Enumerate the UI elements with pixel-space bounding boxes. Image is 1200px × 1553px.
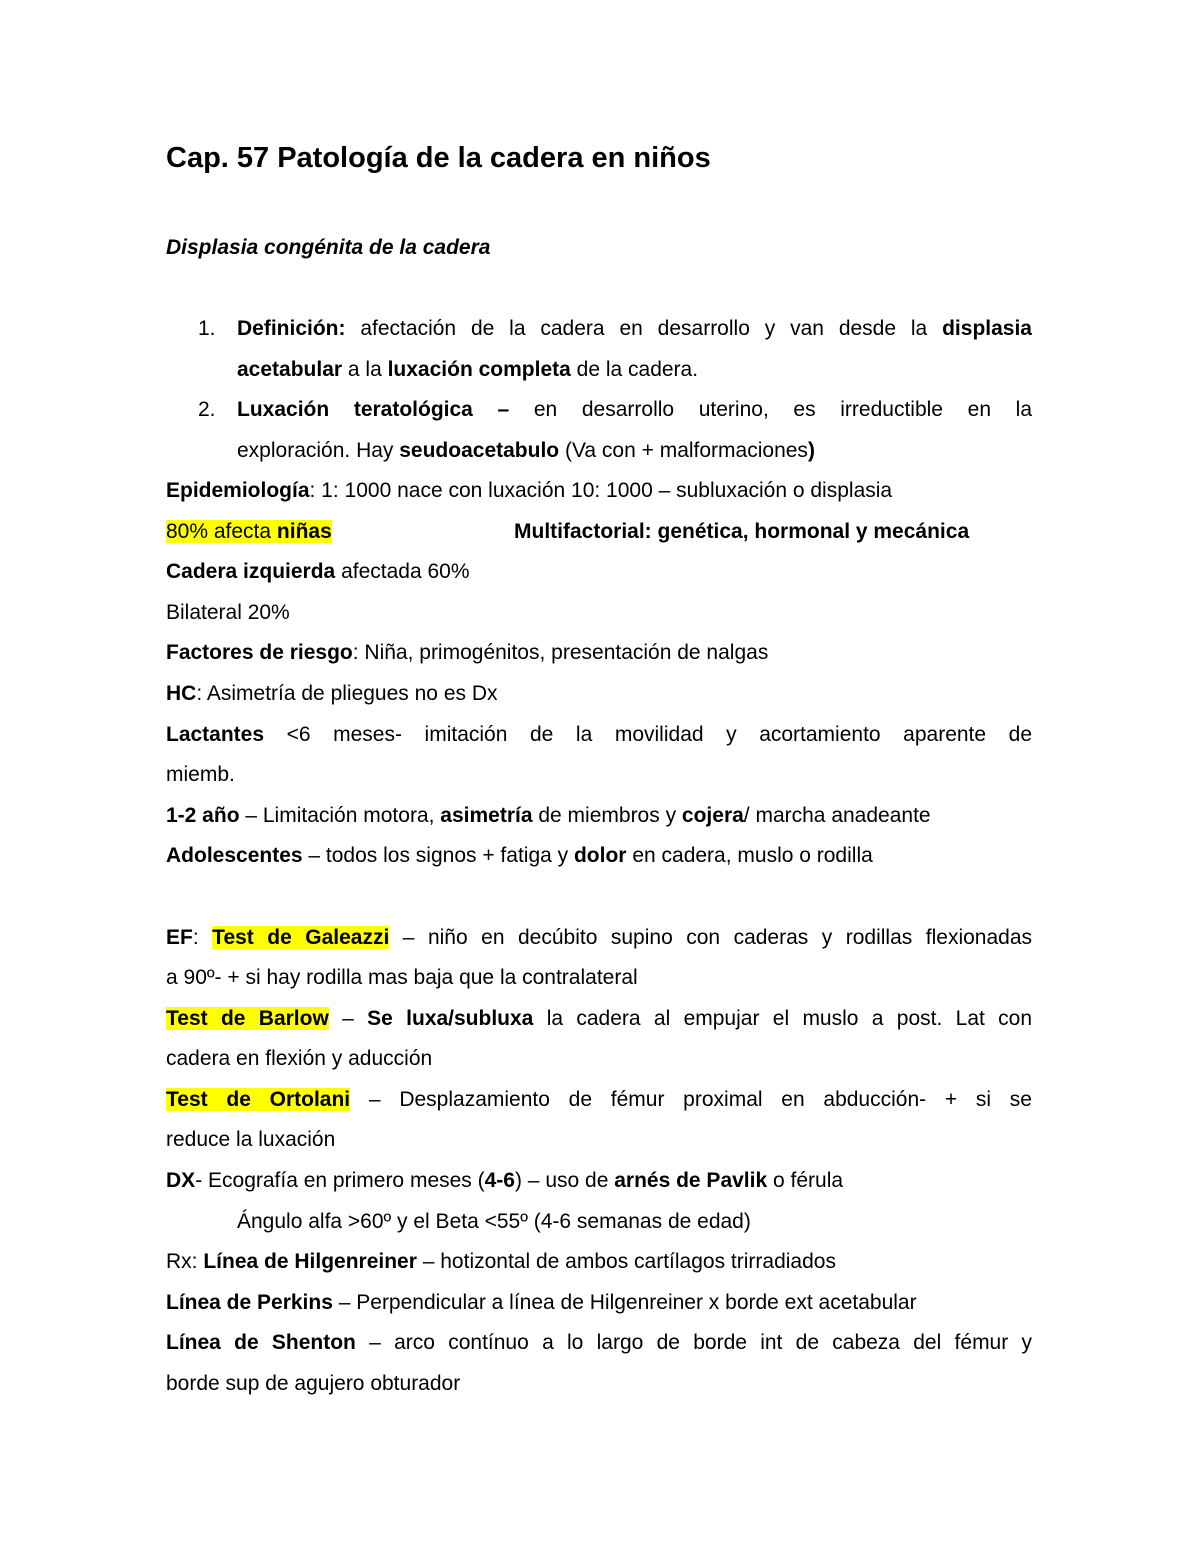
perkins-line: Línea de Perkins – Perpendicular a línea de Hilgenreiner x borde ext acetabular <box>166 1291 917 1314</box>
epidemiologia-line: Epidemiología: 1: 1000 nace con luxación 10: 1000 – subluxación o displasia <box>166 479 893 502</box>
ano-line: 1-2 año – Limitación motora, asimetría de miembros y cojera/ marcha anadeante <box>166 804 931 827</box>
lactantes-line-1: Lactantes <6 meses- imitación de la movilidad y acortamiento aparente de <box>166 723 1032 746</box>
ninas-line <box>166 519 1032 545</box>
ortolani-line-1: Test de Ortolani – Desplazamiento de fémur proximal en abducción- + si se <box>166 1088 1032 1111</box>
shenton-line-1: Línea de Shenton – arco contínuo a lo largo de borde int de cabeza del fémur y <box>166 1331 1032 1354</box>
shenton-line-2: borde sup de agujero obturador <box>166 1372 461 1395</box>
list-item-2-line-1: Luxación teratológica – en desarrollo uterino, es irreductible en la <box>237 398 1032 421</box>
list-number-1: 1. <box>198 317 216 340</box>
highlight-barlow: Test de Barlow <box>166 1007 329 1030</box>
factores-riesgo-line: Factores de riesgo: Niña, primogénitos, presentación de nalgas <box>166 641 769 664</box>
highlight-galeazzi: Test de Galeazzi <box>212 926 390 949</box>
angulo-line: Ángulo alfa >60º y el Beta <55º (4-6 semanas de edad) <box>237 1210 751 1233</box>
section-subtitle: Displasia congénita de la cadera <box>166 236 491 259</box>
highlight-ninas: 80% afecta niñas <box>166 520 332 543</box>
ortolani-line-2: reduce la luxación <box>166 1128 336 1151</box>
list-item-1-line-1: Definición: afectación de la cadera en desarrollo y van desde la displasia <box>237 317 1032 340</box>
cadera-izquierda-line: Cadera izquierda afectada 60% <box>166 560 470 583</box>
bilateral-line: Bilateral 20% <box>166 601 290 624</box>
ef-line-2: a 90º- + si hay rodilla mas baja que la contralateral <box>166 966 638 989</box>
barlow-line-1: Test de Barlow – Se luxa/subluxa la cadera al empujar el muslo a post. Lat con <box>166 1007 1033 1030</box>
rx-line: Rx: Línea de Hilgenreiner – hotizontal de ambos cartílagos trirradiados <box>166 1250 836 1273</box>
highlight-ortolani: Test de Ortolani <box>166 1088 351 1111</box>
list-item-1-line-2: acetabular a la luxación completa de la cadera. <box>237 358 699 381</box>
list-number-2: 2. <box>198 398 216 421</box>
adolescentes-line: Adolescentes – todos los signos + fatiga y dolor en cadera, muslo o rodilla <box>166 844 873 867</box>
list-item-2-line-2: exploración. Hay seudoacetabulo (Va con + malformaciones) <box>237 439 815 462</box>
hc-line: HC: Asimetría de pliegues no es Dx <box>166 682 498 705</box>
ef-line-1: EF: Test de Galeazzi – niño en decúbito supino con caderas y rodillas flexionadas <box>166 926 1033 949</box>
page-title: Cap. 57 Patología de la cadera en niños <box>166 142 711 174</box>
multifactorial-text: Multifactorial: genética, hormonal y mecánica <box>514 520 970 543</box>
barlow-line-2: cadera en flexión y aducción <box>166 1047 433 1070</box>
lactantes-line-2: miemb. <box>166 763 235 786</box>
dx-line: DX- Ecografía en primero meses (4-6) – uso de arnés de Pavlik o férula <box>166 1169 844 1192</box>
